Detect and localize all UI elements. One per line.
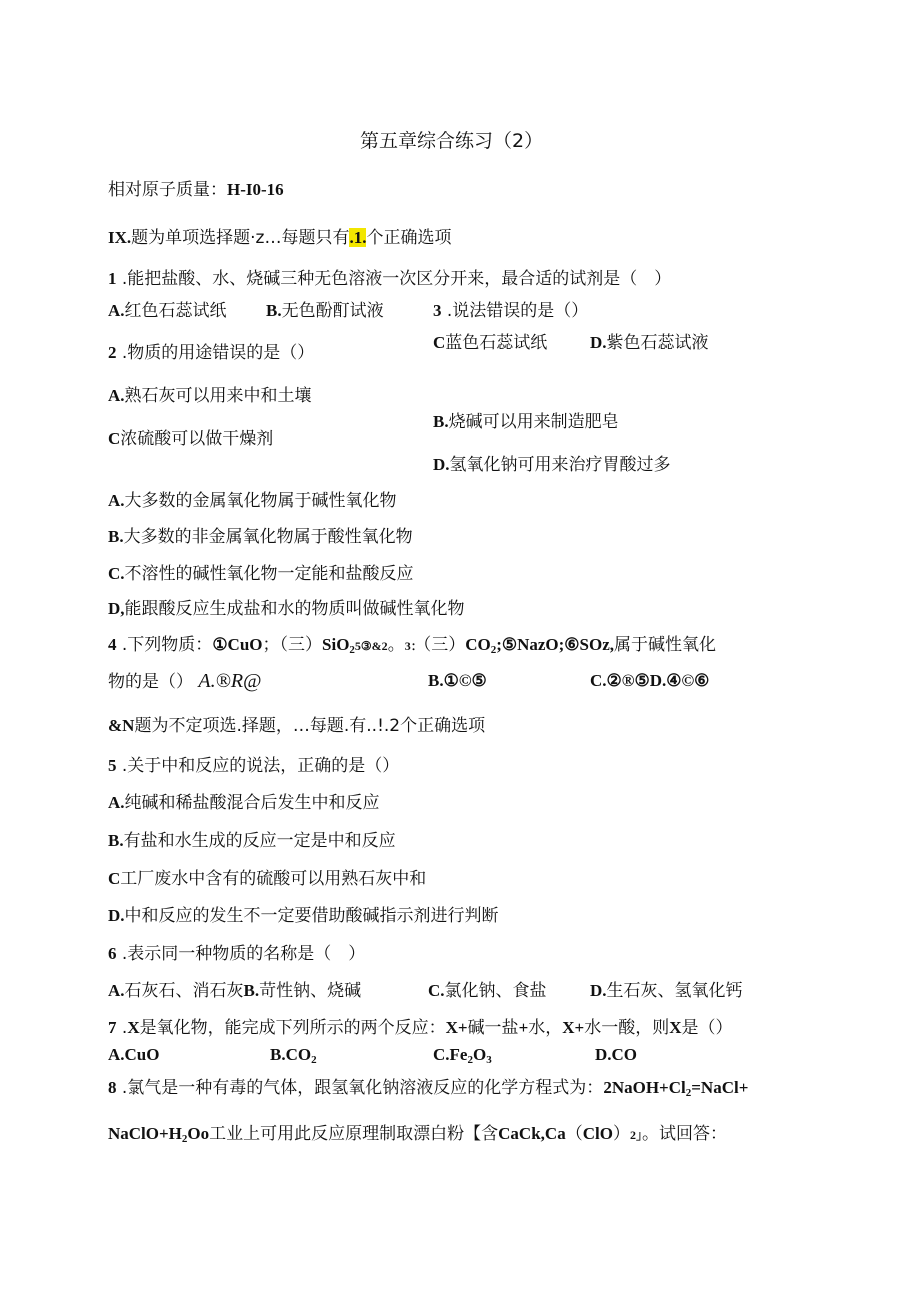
- garbled-fragment: 5③&2: [354, 639, 388, 653]
- question-7: [108, 1018, 733, 1038]
- symbol-x: X: [669, 1018, 682, 1037]
- symbol-plus: +: [518, 1018, 529, 1037]
- q3-option-c: [108, 564, 414, 584]
- equation: $2NaOH+Cl_2=NaCl+$: [603, 1078, 749, 1099]
- option-letter: D.: [433, 455, 450, 474]
- garbled-fragment: 3：: [404, 639, 423, 653]
- symbol-x-plus: X+: [445, 1018, 468, 1037]
- question-number: 6: [108, 944, 117, 963]
- option-letter: A.: [108, 981, 125, 1000]
- text-fragment: 。试回答：: [641, 1124, 727, 1144]
- page-title: 第五章综合练习（2）: [360, 130, 544, 152]
- text-fragment: 工业上可用此反应原理制取漂白粉【含: [209, 1124, 499, 1144]
- option-text: 无色酚酊试液: [281, 301, 384, 321]
- q5-option-b: [108, 831, 396, 851]
- option-letter: C.: [108, 564, 125, 583]
- question-8-line-2: [108, 1124, 727, 1145]
- q6-option-c: [428, 981, 547, 1001]
- section-1-prefix: IX.: [108, 228, 132, 247]
- section-1-text: 题为单项选择题·z…每题只有: [131, 228, 350, 248]
- question-5: [108, 756, 399, 776]
- atomic-mass-value: H-I0-16: [227, 180, 284, 199]
- option-text: 氢氧化钠可用来治疗胃酸过多: [449, 455, 671, 475]
- q3-option-a: [108, 491, 397, 511]
- q6-option-ab: [108, 981, 361, 1001]
- q1-option-c: [433, 333, 547, 353]
- option-text: 烧碱可以用来制造肥皂: [448, 412, 619, 432]
- question-text: .氯气是一种有毒的气体，跟氢氧化钠溶液反应的化学方程式为：: [121, 1078, 604, 1098]
- q5-option-c: [108, 869, 426, 889]
- q1-option-d: [590, 333, 709, 353]
- question-6: [108, 944, 365, 964]
- question-number: 8: [108, 1078, 117, 1097]
- q7-option-a: A.CuO: [108, 1045, 160, 1064]
- text-fragment: 是（）: [681, 1018, 733, 1038]
- option-text: 纯碱和稀盐酸混合后发生中和反应: [124, 793, 380, 813]
- question-number: 3: [433, 301, 442, 320]
- option-text: 苛性钠、烧碱: [259, 981, 362, 1001]
- option-text: 熟石灰可以用来中和土壤: [124, 386, 312, 406]
- option-text: 氯化钠、食盐: [444, 981, 547, 1001]
- symbol-x: X: [127, 1018, 140, 1037]
- option-text: 能跟酸反应生成盐和水的物质叫做碱性氧化物: [124, 599, 465, 619]
- atomic-mass-label: 相对原子质量：: [108, 180, 227, 200]
- option-letter: D.: [590, 333, 607, 352]
- q5-option-a: [108, 793, 380, 813]
- option-letter: B.: [108, 527, 124, 546]
- q4-option-b: B.①©⑤: [428, 671, 487, 690]
- question-number: 1: [108, 269, 117, 288]
- question-text: .下列物质：: [121, 635, 213, 655]
- section-2-heading: [108, 716, 485, 736]
- question-text: .物质的用途错误的是（）: [121, 343, 315, 363]
- section-1-suffix: 个正确选项: [366, 228, 452, 248]
- section-2-text: 题为不定项选.择题，…每题.有..!.2: [134, 716, 401, 736]
- text-fragment: 。: [387, 635, 405, 655]
- option-text: 不溶性的碱性氧化物一定能和盐酸反应: [124, 564, 414, 584]
- question-number: 4: [108, 635, 117, 654]
- question-text: .表示同一种物质的名称是（ ）: [121, 944, 366, 964]
- q1-option-a: [108, 301, 227, 321]
- question-text: .说法错误的是（）: [446, 301, 589, 321]
- formula-cuo: ①CuO: [212, 635, 263, 654]
- q2-option-a: [108, 386, 312, 406]
- option-letter: A.: [108, 386, 125, 405]
- question-2: [108, 343, 314, 363]
- section-2-suffix: 个正确选项: [400, 716, 486, 736]
- option-text: 红色石蕊试纸: [124, 301, 227, 321]
- q2-option-d: [433, 455, 671, 475]
- option-text: 紫色石蕊试液: [606, 333, 709, 353]
- formula-list: ;⑤NazO;⑥SOz,: [496, 635, 615, 654]
- q7-option-d: D.CO: [595, 1045, 638, 1064]
- option-letter: C.: [428, 981, 445, 1000]
- text-fragment: ）: [612, 1124, 630, 1144]
- option-text: 蓝色石蕊试纸: [445, 333, 548, 353]
- option-text: 中和反应的发生不一定要借助酸碱指示剂进行判断: [124, 906, 499, 926]
- question-number: 5: [108, 756, 117, 775]
- option-text: 工厂废水中含有的硫酸可以用熟石灰中和: [120, 869, 427, 889]
- question-3: [433, 301, 588, 321]
- formula: CaCk,Ca: [498, 1124, 566, 1143]
- text-fragment: 是氧化物，能完成下列所示的两个反应：: [139, 1018, 446, 1038]
- question-4: [108, 635, 716, 656]
- q7-option-c: $C.Fe_2O_3$: [433, 1045, 492, 1066]
- option-letter: C: [108, 869, 121, 888]
- option-text: 有盐和水生成的反应一定是中和反应: [123, 831, 396, 851]
- option-letter: D.: [108, 906, 125, 925]
- option-text: 大多数的非金属氧化物属于酸性氧化物: [123, 527, 413, 547]
- text-fragment: .: [121, 1018, 128, 1038]
- text-fragment: ；（三）: [262, 635, 323, 655]
- option-letter: C: [433, 333, 446, 352]
- question-text: .能把盐酸、水、烧碱三种无色溶液一次区分开来，最合适的试剂是（ ）: [121, 269, 672, 289]
- option-letter: B.: [243, 981, 260, 1000]
- option-letter: A.: [108, 491, 125, 510]
- formula: ClO: [582, 1124, 613, 1143]
- option-text: 生石灰、氢氧化钙: [606, 981, 743, 1001]
- text-fragment: 碱一盐: [467, 1018, 519, 1038]
- option-letter: C: [108, 429, 121, 448]
- question-text: .关于中和反应的说法，正确的是（）: [121, 756, 400, 776]
- option-letter: D.: [590, 981, 607, 1000]
- q1-option-b: [266, 301, 384, 321]
- q3-option-d: [108, 599, 465, 619]
- q2-option-c: [108, 429, 273, 449]
- question-number: 7: [108, 1018, 117, 1037]
- option-text: 浓硫酸可以做干燥剂: [120, 429, 274, 449]
- q3-option-b: [108, 527, 413, 547]
- q4-option-cd: C.②®⑤D.④©⑥: [590, 671, 710, 690]
- section-2-prefix: &N: [108, 716, 135, 735]
- question-number: 2: [108, 343, 117, 362]
- question-1: [108, 269, 671, 289]
- q7-option-b: $B.CO_2$: [270, 1045, 317, 1066]
- text-fragment: 水，: [528, 1018, 563, 1038]
- section-1-highlight: .1.: [349, 228, 367, 247]
- option-letter: D,: [108, 599, 125, 618]
- q5-option-d: [108, 906, 499, 926]
- text-fragment: 属于碱性氧化: [614, 635, 717, 655]
- formula-co2: $CO_2$: [465, 635, 497, 656]
- option-letter: B.: [108, 831, 124, 850]
- question-text: 物的是（）: [108, 672, 193, 692]
- q4-option-a: A.®R@: [198, 670, 262, 692]
- atomic-mass-line: [108, 180, 284, 200]
- text-fragment: （: [565, 1124, 583, 1144]
- option-letter: B.: [433, 412, 449, 431]
- option-text: 石灰石、消石灰: [124, 981, 244, 1001]
- equation: $NaClO+H_2Oo$: [108, 1124, 210, 1145]
- section-1-heading: [108, 228, 451, 248]
- option-letter: A.: [108, 793, 125, 812]
- option-text: 大多数的金属氧化物属于碱性氧化物: [124, 491, 397, 511]
- q6-option-d: [590, 981, 743, 1001]
- text-fragment: （三）: [422, 635, 466, 655]
- formula-sio2: SiO$_2$: [322, 635, 355, 656]
- text-fragment: 水一酸，则: [584, 1018, 670, 1038]
- question-8: [108, 1078, 748, 1098]
- garbled-fragment: 2」: [629, 1128, 642, 1142]
- question-4-line-2: [108, 671, 261, 692]
- symbol-x-plus: X+: [562, 1018, 585, 1037]
- q2-option-b: [433, 412, 619, 432]
- option-letter: A.: [108, 301, 125, 320]
- option-letter: B.: [266, 301, 282, 320]
